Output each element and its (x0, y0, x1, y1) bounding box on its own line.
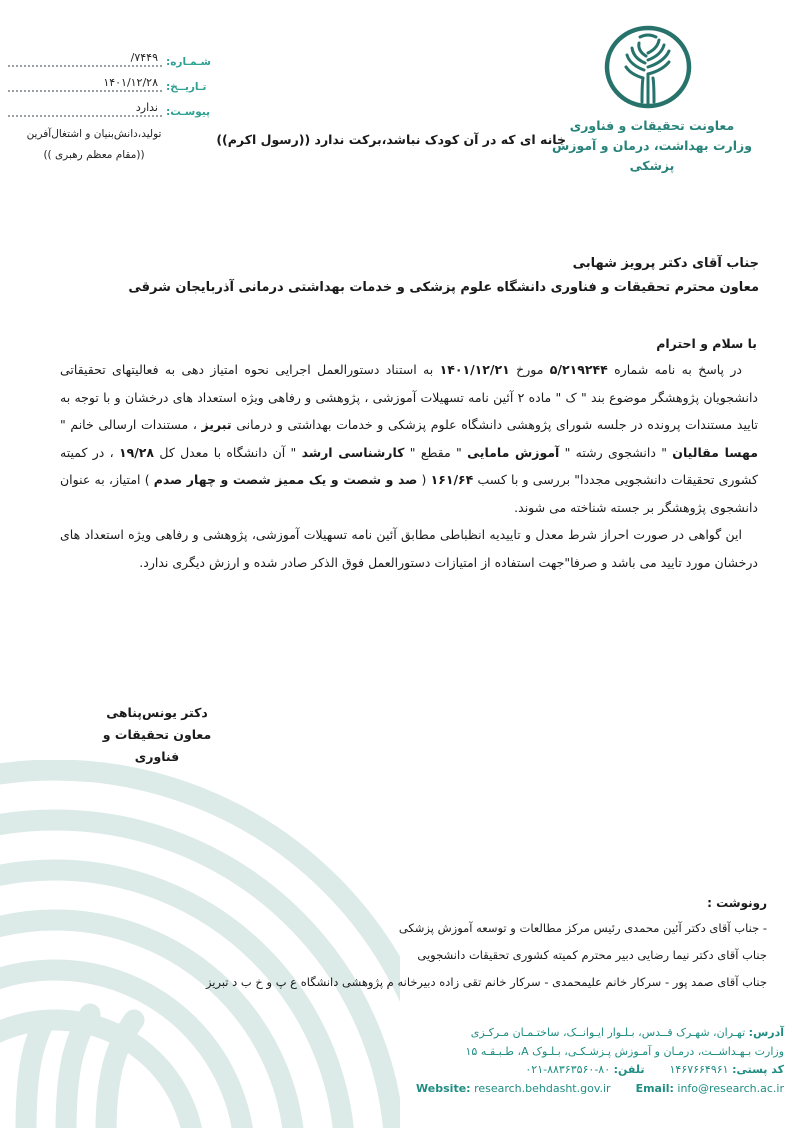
recipient-title: معاون محترم تحقیقات و فناوری دانشگاه علوم پزشکی و خدمات بهداشتی درمانی آذربایجان شرقی (128, 280, 759, 295)
website-value: research.behdasht.gov.ir (474, 1081, 611, 1095)
recipient-block (40, 252, 759, 300)
phone-value: ۰۲۱-۸۸۳۶۳۵۶۰-۸۰ (525, 1063, 611, 1076)
letter-date-value: ۱۴۰۱/۱۲/۲۸ (103, 76, 158, 89)
footer-address-line2 (10, 1043, 784, 1062)
cc-item: جناب آقای صمد پور - سرکار خانم علیمحمدی - سرکار خانم تقی زاده دبیرخانه م پژوهشی دانشگاه ع پ و خ ب د تبریز (205, 975, 767, 989)
body-text-segment: به استناد دستورالعمل اجرایی نحوه امتیاز دهی به فعالیتهای تحقیقاتی دانشجویان پژوهشگر موضوع بند " ک " ماده ۲ آئین نامه تسهیلات آموزشی ، پژوهشی و رفاهی ویژه استعداد های درخشان و با توجه به تایید مستندات پرونده در جلسه شورای پژوهشی دانشگاه علوم پزشکی و خدمات بهداشتی و درمانی (60, 362, 758, 432)
letter-attachment-label: پیوسـت: (166, 106, 211, 118)
address-value-line1: تهـران، شهـرک قــدس، بـلـوار ایـوانــک، ساختـمـان مـرکـزی (470, 1026, 746, 1039)
body-text-segment: ( (417, 472, 431, 487)
body-text-segment: " دانشجوی رشته " (559, 444, 673, 460)
postal-code-value: ۱۴۶۷۶۶۴۹۶۱ (669, 1063, 729, 1076)
cc-block (20, 896, 767, 996)
cc-item: جناب آقای دکتر نیما رضایی دبیر محترم کمیته کشوری تحقیقات دانشجویی (417, 948, 767, 962)
ministry-tree-logo-icon (598, 20, 698, 116)
body-text-segment: ، مستندات ارسالی خانم " (60, 417, 202, 432)
letter-body (60, 356, 758, 576)
footer-web-line (10, 1080, 784, 1099)
address-label: آدرس: (748, 1026, 784, 1039)
org-title-line1: معاونت تحقیقات و فناوری (569, 118, 735, 133)
dotted-line (8, 115, 162, 117)
signature-block (92, 702, 222, 768)
email-label: Email: (635, 1081, 674, 1095)
year-slogan (6, 124, 182, 166)
letter-number-row (8, 46, 211, 71)
body-emphasis: ۱۶۱/۶۴ (430, 472, 474, 487)
signer-title: معاون تحقیقات و فناوری (102, 727, 212, 764)
letter-attachment-row (8, 96, 211, 121)
org-title-line2: وزارت بهداشت، درمان و آموزش پزشکی (552, 138, 752, 173)
postal-code-label: کد پستی: (732, 1063, 784, 1076)
body-text-segment: " آن دانشگاه با معدل کل (154, 444, 302, 460)
recipient-name: جناب آقای دکتر پرویز شهابی (572, 256, 759, 271)
cc-item: - جناب آقای دکتر آئین محمدی رئیس مرکز مطالعات و توسعه آموزش پزشکی (398, 921, 767, 935)
hadith-quote: خانه ای که در آن کودک نباشد،برکت ندارد ((رسول اکرم)) (216, 132, 566, 147)
body-text-segment: ، در کمیته کشوری تحقیقات دانشجویی مجددا" بررسی و با کسب (60, 444, 758, 487)
footer-contact-block (10, 1024, 784, 1098)
address-value-line2: وزارت بـهـداشــت، درمـان و آمـوزش پـزشـکـی، بـلـوک A، طـبـقـه ۱۵ (465, 1044, 784, 1058)
website-label: Website: (416, 1081, 471, 1095)
body-emphasis: صد و شصت و یک ممیز شصت و چهار صدم (153, 472, 418, 487)
year-slogan-line2: ((مقام معظم رهبری )) (43, 149, 145, 161)
letter-attachment-value: ندارد (135, 101, 158, 114)
phone-label: تلفن: (613, 1063, 645, 1076)
cc-label: رونوشت : (707, 896, 767, 910)
body-emphasis: ۵/۲۱۹۲۴۴ (549, 362, 608, 377)
year-slogan-line1: تولید،دانش‌بنیان و اشتغال‌آفرین (26, 128, 162, 140)
body-text-segment: " مقطع " (404, 444, 468, 460)
body-text-segment: ) امتیاز، به عنوان دانشجوی پژوهشگر بر جسته شناخته می شوند. (60, 472, 758, 515)
body-emphasis: آموزش مامایی (467, 444, 560, 460)
body-paragraph (60, 356, 758, 521)
body-paragraph (60, 521, 758, 576)
body-emphasis: تبریز (201, 417, 232, 432)
body-emphasis: کارشناسی ارشد (301, 444, 405, 460)
letter-date-row (8, 71, 208, 96)
signer-name: دکتر یونس‌پناهی (106, 705, 208, 720)
email-value: info@research.ac.ir (677, 1081, 784, 1095)
letter-meta-block (8, 46, 211, 121)
dotted-line (8, 65, 162, 67)
dotted-line (8, 90, 162, 92)
letter-date-label: تـاریــخ: (166, 81, 207, 93)
cc-list (20, 915, 767, 996)
footer-postal-phone-line (10, 1061, 784, 1080)
body-emphasis: ۱۹/۲۸ (118, 444, 155, 460)
body-emphasis: ۱۴۰۱/۱۲/۲۱ (439, 362, 510, 377)
body-text-segment: مورخ (509, 362, 550, 377)
letter-number-label: شـمـاره: (166, 56, 211, 68)
letter-number-value: /۷۴۴۹ (130, 51, 158, 64)
org-title-block (536, 116, 768, 176)
footer-address-line1 (10, 1024, 784, 1043)
body-text-segment: در پاسخ به نامه شماره (607, 362, 742, 377)
body-text-segment: این گواهی در صورت احراز شرط معدل و تاییدیه انظباطی مطابق آئین نامه تسهیلات آموزشی، پژوهشی و رفاهی ویژه استعداد های درخشان مورد تایید می باشد و صرفا"جهت استفاده از امتیازات دستورالعمل فوق الذکر صادر شده و ارزش دیگری ندارد. (60, 527, 758, 570)
salutation: با سلام و احترام (656, 336, 757, 351)
body-emphasis: مهسا مقالیان (672, 444, 758, 460)
